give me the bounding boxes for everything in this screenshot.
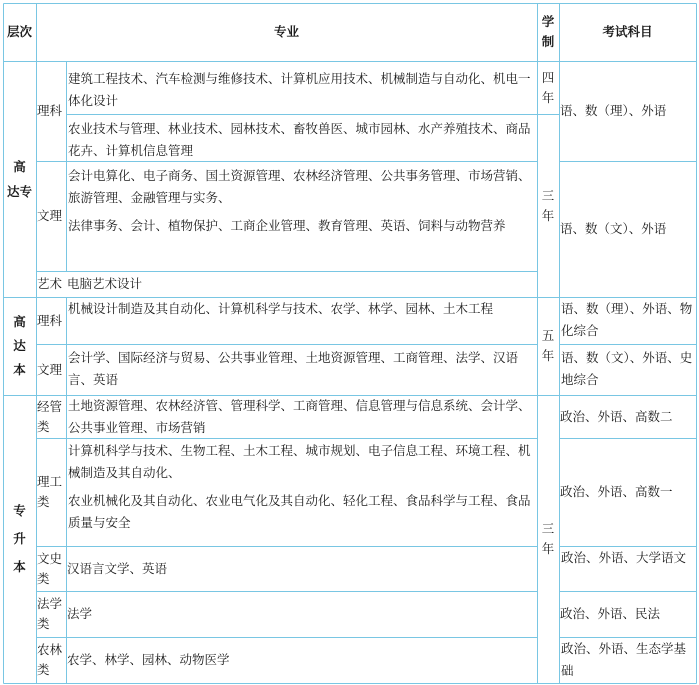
header-level: 层次 bbox=[6, 24, 32, 39]
majors-ligong-1: 计算机科学与技术、生物工程、土木工程、城市规划、电子信息工程、环境工程、机械制造及其自动化、 bbox=[68, 443, 531, 480]
category-wenshi: 文史类 bbox=[37, 550, 63, 586]
subjects-nonglin: 政治、外语、生态学基础 bbox=[561, 641, 687, 678]
majors-gaoben-wenke: 会计学、国际经济与贸易、公共事业管理、土地资源管理、工商管理、法学、汉语言、英语 bbox=[68, 350, 519, 387]
subjects-gaozhuan-wenke: 语、数（文）、外语 bbox=[560, 221, 667, 236]
duration-gaozhuan-wenke: 三 年 bbox=[541, 187, 555, 223]
majors-gaozhuan-like-1: 建筑工程技术、汽车检测与维修技术、计算机应用技术、机械制造与自动化、机电一体化设计 bbox=[68, 71, 531, 108]
category-gaoben-wenke: 文理 bbox=[37, 361, 63, 377]
subjects-faxue: 政治、外语、民法 bbox=[560, 606, 661, 621]
majors-ligong-2: 农业机械化及其自动化、农业电气化及其自动化、轻化工程、食品科学与工程、食品质量与安全 bbox=[68, 493, 531, 530]
majors-gaozhuan-yishu: 电脑艺术设计 bbox=[67, 276, 143, 291]
subjects-gaoben-wenke: 语、数（文）、外语、史地综合 bbox=[561, 350, 693, 387]
subjects-gaoben-like: 语、数（理）、外语、物化综合 bbox=[561, 301, 693, 338]
majors-gaozhuan-like-2: 农业技术与管理、林业技术、园林技术、畜牧兽医、城市园林、水产养殖技术、商品花卉、计算机信息管理 bbox=[68, 121, 531, 158]
majors-gaozhuan-wenke-1: 会计电算化、电子商务、国土资源管理、农林经济管理、公共事务管理、市场营销、旅游管理、金融管理与实务、 bbox=[68, 168, 531, 205]
header-subjects: 考试科目 bbox=[602, 24, 653, 39]
majors-nonglin: 农学、林学、园林、动物医学 bbox=[67, 652, 230, 667]
subjects-gaozhuan-like: 语、数（理）、外语 bbox=[560, 103, 667, 118]
level-gaoben: 高 达 本 bbox=[13, 314, 26, 377]
majors-gaoben-like: 机械设计制造及其自动化、计算机科学与技术、农学、林学、园林、土木工程 bbox=[68, 301, 494, 316]
duration-gaozhuan-like: 四 年 bbox=[541, 69, 555, 105]
level-gaozhuan: 高 达专 bbox=[6, 159, 32, 199]
category-gaoben-like: 理科 bbox=[37, 312, 63, 328]
majors-wenshi: 汉语言文学、英语 bbox=[67, 560, 168, 576]
category-jingguan: 经管类 bbox=[37, 398, 63, 434]
category-ligong: 理工类 bbox=[37, 474, 63, 509]
subjects-wenshi: 政治、外语、大学语文 bbox=[561, 550, 687, 565]
majors-jingguan: 土地资源管理、农林经济管、管理科学、工商管理、信息管理与信息系统、会计学、公共事业管理、市场营销 bbox=[68, 398, 531, 435]
category-yishu: 艺术 bbox=[37, 276, 63, 291]
majors-faxue: 法学 bbox=[67, 606, 93, 621]
subjects-jingguan: 政治、外语、高数二 bbox=[560, 408, 673, 424]
subjects-ligong: 政治、外语、高数一 bbox=[560, 484, 673, 499]
majors-ligong bbox=[66, 438, 537, 546]
duration-gaoben: 五 年 bbox=[541, 328, 555, 363]
duration-zhuanben: 三 年 bbox=[541, 521, 555, 556]
category-wenke: 文理 bbox=[37, 208, 63, 223]
category-like: 理科 bbox=[37, 103, 63, 118]
majors-gaozhuan-wenke-2: 法律事务、会计、植物保护、工商企业管理、教育管理、英语、饲料与动物营养 bbox=[68, 218, 506, 233]
header-duration: 学 制 bbox=[541, 14, 555, 49]
category-nonglin: 农林类 bbox=[37, 642, 63, 677]
header-major: 专业 bbox=[273, 24, 299, 39]
majors-gaozhuan-wenke bbox=[66, 161, 537, 271]
level-zhuanben: 专 升 本 bbox=[13, 503, 26, 574]
category-faxue: 法学类 bbox=[37, 596, 63, 631]
